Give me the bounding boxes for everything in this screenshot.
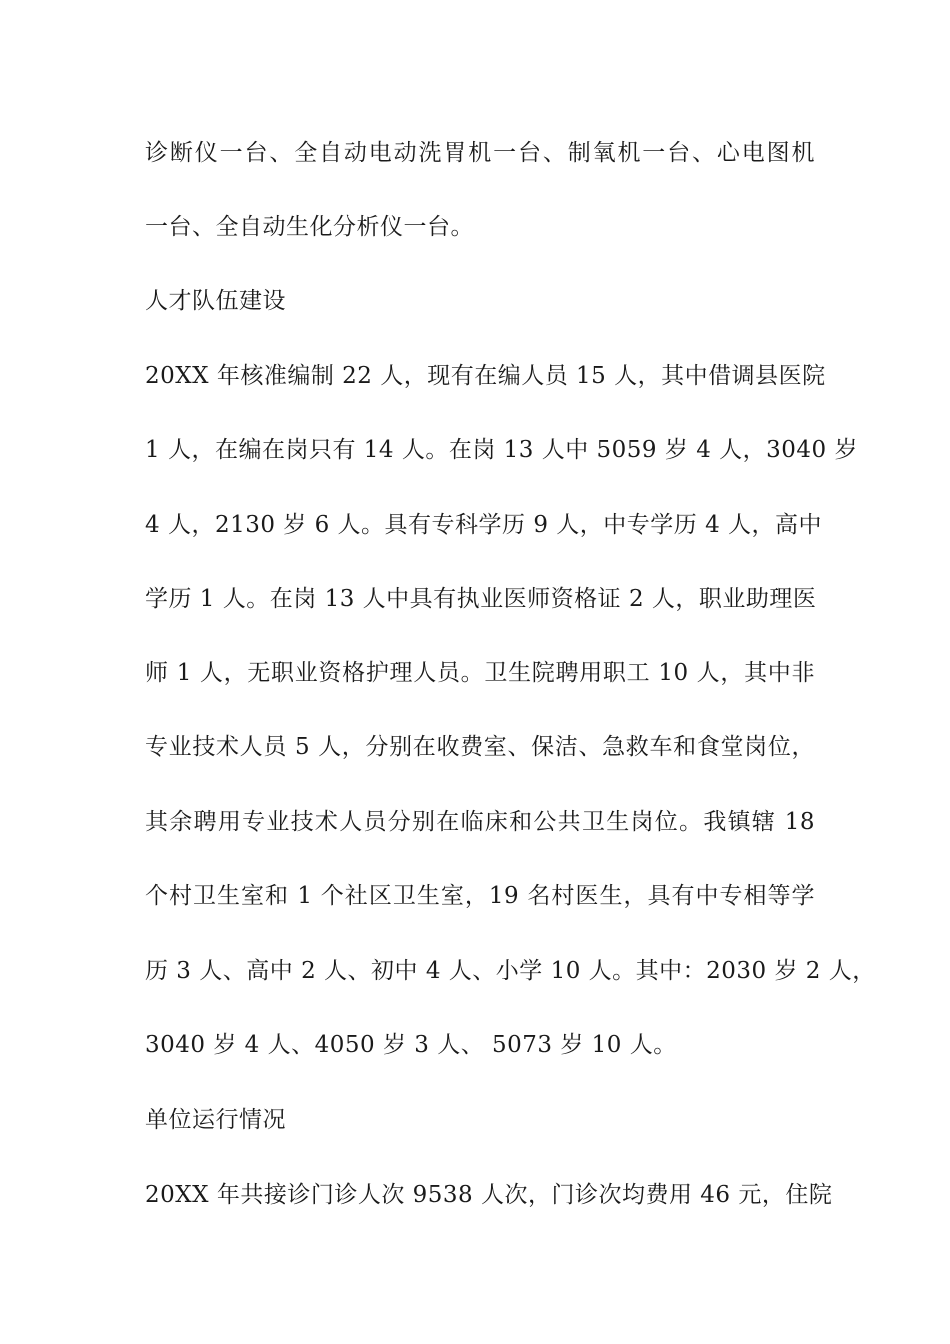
section-heading: 人才队伍建设 [145, 288, 286, 314]
paragraph-line: 20XX 年共接诊门诊人次 9538 人次，门诊次均费用 46 元，住院 [145, 1182, 833, 1208]
paragraph-line: 专业技术人员 5 人，分别在收费室、保洁、急救车和食堂岗位， [145, 734, 815, 760]
paragraph-line: 师 1 人，无职业资格护理人员。卫生院聘用职工 10 人，其中非 [145, 660, 815, 686]
paragraph-line: 其余聘用专业技术人员分别在临床和公共卫生岗位。我镇辖 18 [145, 809, 815, 835]
paragraph-line: 学历 1 人。在岗 13 人中具有执业医师资格证 2 人，职业助理医 [145, 586, 817, 612]
section-heading: 单位运行情况 [145, 1107, 286, 1133]
paragraph-line: 20XX 年核准编制 22 人，现有在编人员 15 人，其中借调县医院 [145, 363, 826, 389]
paragraph-line: 个村卫生室和 1 个社区卫生室，19 名村医生，具有中专相等学 [145, 883, 815, 909]
paragraph-line: 3040 岁 4 人、4050 岁 3 人、 5073 岁 10 人。 [145, 1032, 677, 1058]
paragraph-line: 一台、全自动生化分析仪一台。 [145, 214, 474, 240]
paragraph-line: 4 人，2130 岁 6 人。具有专科学历 9 人，中专学历 4 人，高中 [145, 512, 823, 538]
paragraph-line: 诊断仪一台、全自动电动洗胃机一台、制氧机一台、心电图机 [145, 140, 815, 166]
paragraph-line: 历 3 人、高中 2 人、初中 4 人、小学 10 人。其中：2030 岁 2 人， [145, 958, 876, 984]
paragraph-line: 1 人，在编在岗只有 14 人。在岗 13 人中 5059 岁 4 人，3040 岁 [145, 437, 858, 463]
